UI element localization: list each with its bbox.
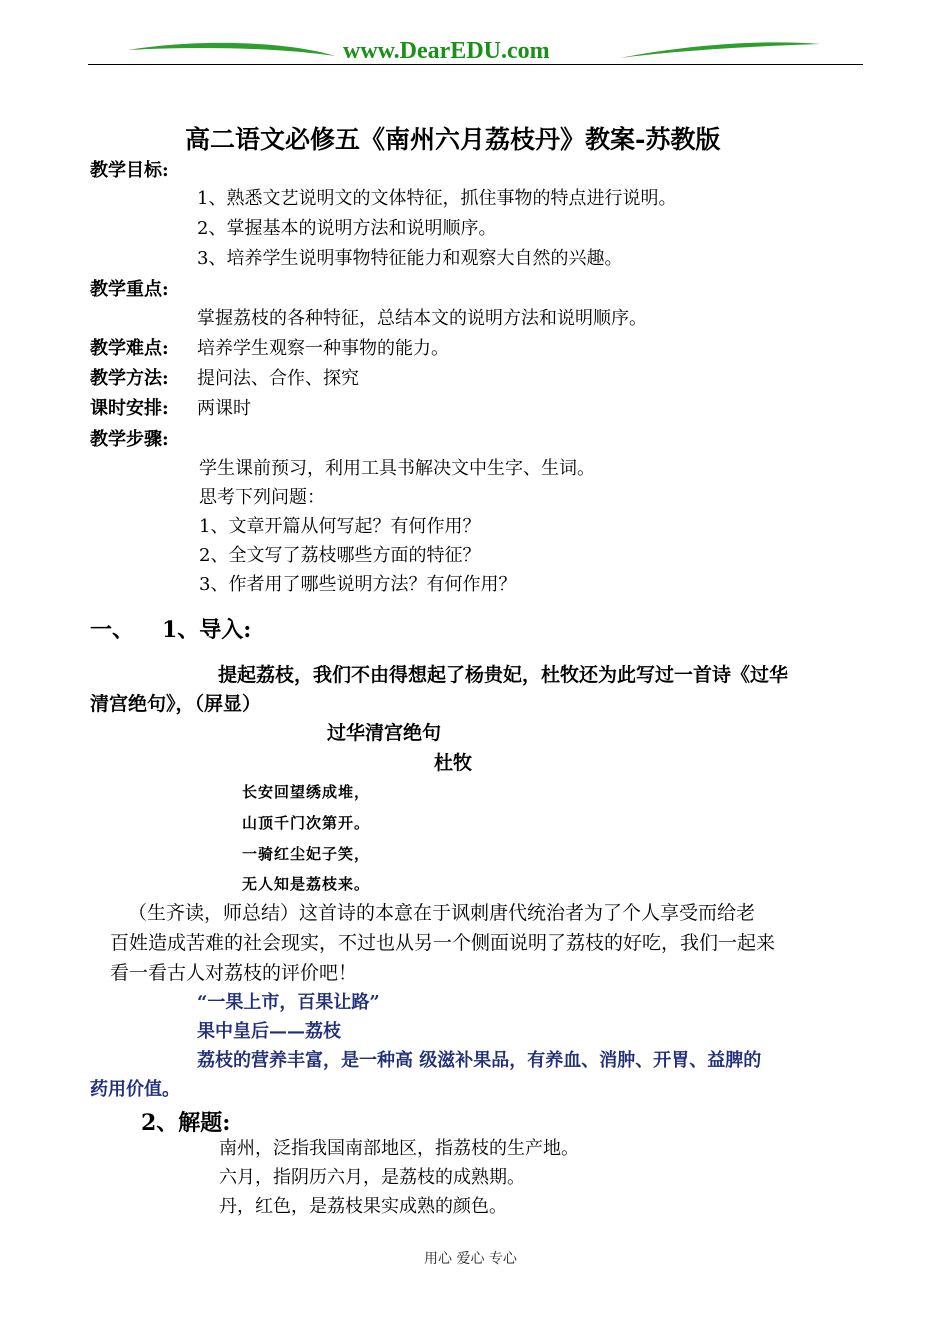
poem-line: 一骑红尘妃子笑， [242, 845, 371, 863]
poem-author: 杜牧 [434, 752, 473, 774]
intro-line: 提起荔枝，我们不由得想起了杨贵妃，杜牧还为此写过一首诗《过华 [218, 664, 789, 686]
difficulty-text: 培养学生观察一种事物的能力。 [197, 338, 449, 359]
section1-heading: 1、导入: [162, 617, 252, 643]
quote-line: “一果上市，百果让路” [197, 992, 380, 1013]
poem-title: 过华清宫绝句 [327, 722, 442, 744]
step-line: 3、作者用了哪些说明方法？有何作用？ [199, 574, 517, 595]
quote-line: 药用价值。 [90, 1079, 180, 1100]
left-swoosh [128, 43, 335, 56]
page-footer: 用心 爱心 专心 [424, 1251, 517, 1267]
header-rule [88, 64, 863, 65]
document-title: 高二语文必修五《南州六月荔枝丹》教案-苏教版 [185, 125, 721, 154]
quote-line: 荔枝的营养丰富，是一种高 级滋补果品，有养血、消肿、开胃、益脾的 [197, 1050, 762, 1071]
goal-item: 1、熟悉文艺说明文的文体特征，抓住事物的特点进行说明。 [197, 188, 677, 209]
step-line: 1、文章开篇从何写起？有何作用？ [199, 516, 481, 537]
focus-label: 教学重点: [90, 279, 169, 300]
step-line: 学生课前预习，利用工具书解决文中生字、生词。 [199, 458, 595, 479]
poem-line: 无人知是荔枝来。 [242, 875, 371, 893]
right-swoosh [620, 42, 820, 58]
section2-line: 六月，指阴历六月，是荔枝的成熟期。 [219, 1167, 525, 1188]
goals-label: 教学目标: [90, 160, 169, 181]
method-text: 提问法、合作、探究 [197, 368, 359, 389]
steps-label: 教学步骤: [90, 429, 169, 450]
step-line: 2、全文写了荔枝哪些方面的特征？ [199, 545, 481, 566]
section2-heading: 2、解题: [141, 1110, 231, 1136]
header-logo-text: www.DearEDU.com [343, 38, 550, 64]
summary-line: 百姓造成苦难的社会现实，不过也从另一个侧面说明了荔枝的好吃，我们一起来 [110, 932, 776, 954]
goal-item: 3、培养学生说明事物特征能力和观察大自然的兴趣。 [197, 248, 623, 269]
schedule-label: 课时安排: [90, 398, 169, 419]
section2-line: 丹，红色，是荔枝果实成熟的颜色。 [219, 1196, 507, 1217]
difficulty-label: 教学难点: [90, 338, 169, 359]
summary-line: 看一看古人对荔枝的评价吧！ [110, 962, 358, 984]
quote-line: 果中皇后——荔枝 [197, 1021, 341, 1042]
step-line: 思考下列问题： [199, 487, 325, 508]
method-label: 教学方法: [90, 368, 169, 389]
poem-line: 长安回望绣成堆， [242, 783, 371, 801]
schedule-text: 两课时 [197, 398, 251, 419]
intro-line: 清宫绝句》，（屏显） [90, 693, 262, 715]
section1-number: 一、 [90, 617, 135, 643]
focus-text: 掌握荔枝的各种特征，总结本文的说明方法和说明顺序。 [197, 308, 647, 329]
poem-line: 山顶千门次第开。 [242, 814, 371, 832]
goal-item: 2、掌握基本的说明方法和说明顺序。 [197, 218, 497, 239]
section2-line: 南州，泛指我国南部地区，指荔枝的生产地。 [219, 1138, 579, 1159]
summary-line: （生齐读，师总结）这首诗的本意在于讽刺唐代统治者为了个人享受而给老 [128, 902, 756, 924]
